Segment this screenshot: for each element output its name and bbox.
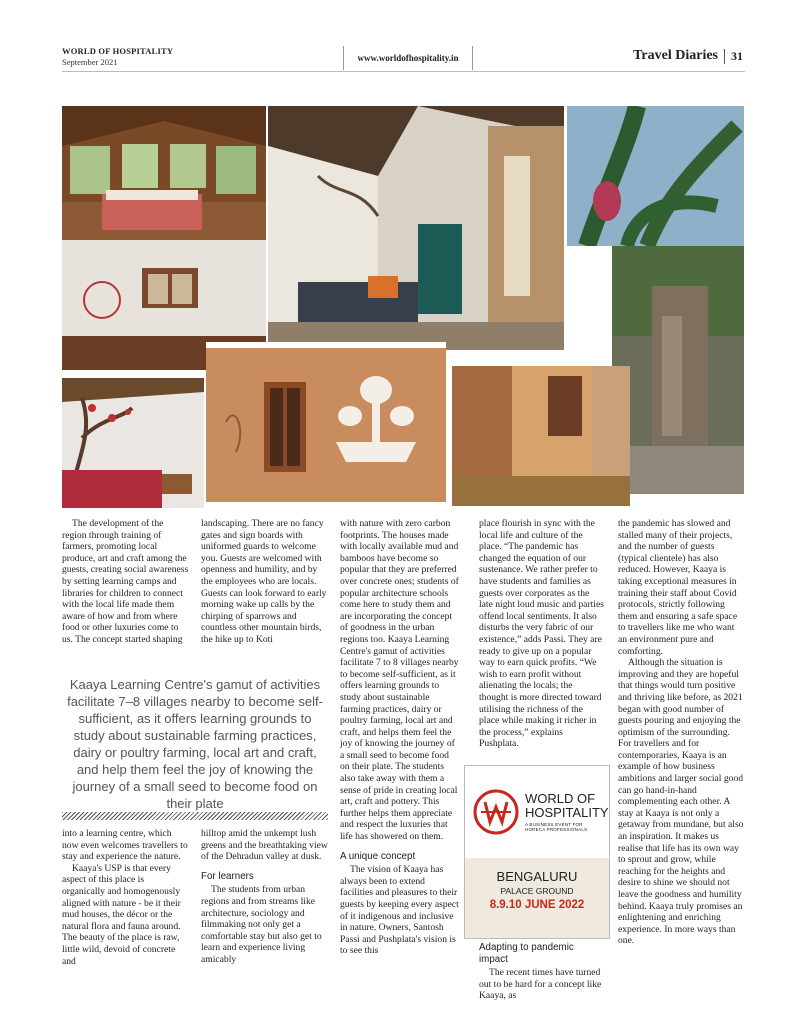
- article-column-1-top: [62, 518, 189, 646]
- article-column-3: [340, 518, 460, 957]
- paragraph: The recent times have turned out to be hard for a concept like Kaaya, as: [479, 967, 602, 1002]
- page-number: 31: [724, 49, 743, 64]
- photo-tree-trunk: [612, 246, 744, 494]
- paragraph: landscaping. There are no fancy gates and sign boards with uniformed guards to welcome you. Guests are welcomed with openness and humility, and by the employees who are locals. Guests can look forward to early morning wake up calls by the chirping of sparrows and countless other mountain birds, the hike up to Koti: [201, 518, 327, 645]
- article-column-2-top: [201, 518, 328, 646]
- world-of-hospitality-logo-icon: [473, 789, 519, 835]
- paragraph: The vision of Kaaya has always been to extend facilities and pleasures to their guests by keeping every aspect of it indigenous and inclusive in nature. Owners, Santosh Passi and Pushplata's vision is to see this: [340, 864, 459, 957]
- paragraph: The students from urban regions and from streams like architecture, sociology and filmmaking not only get a comfortable stay but also get to learn and experience living amicably: [201, 884, 322, 965]
- article-column-2-bottom: [201, 828, 328, 966]
- article-column-4: [479, 518, 604, 750]
- advert-tagline-line-2: HORECA PROFESSIONALS: [525, 827, 588, 832]
- advert-venue: PALACE GROUND: [500, 886, 574, 896]
- paragraph: with nature with zero carbon footprints. The houses made with locally available mud and bamboos have become so popular that they are preferred over concrete ones; students of popular architecture schools come here to study them and are incorporating the concept of goodness in the urban regions too. Kaaya Learning Centre's gamut of activities facilitate 7 to 8 villages nearby to become self-sufficient, as it offers learning grounds to study about sustainable farming practices, dairy or poultry farming, local art and craft, and helps them feel the joy of knowing the journey of a small seed to become food on their plate. The students also take away with them a sense of pride in creating local art, craft and pottery. This further helps them appreciate and respect the luxuries that life has showered on them.: [340, 518, 459, 843]
- photo-mural-bedroom: [62, 378, 204, 508]
- section-header: [633, 48, 743, 64]
- advert-brand: [465, 766, 609, 858]
- decorative-hatch-divider: [62, 812, 328, 820]
- photo-octagonal-room: [62, 106, 266, 242]
- website-url[interactable]: www.worldofhospitality.in: [343, 46, 473, 70]
- header-divider: [62, 71, 745, 72]
- event-advert[interactable]: [464, 765, 610, 939]
- photo-hall-interior: [268, 106, 564, 350]
- advert-brand-line-1: WORLD OF: [525, 791, 596, 806]
- publication-name: WORLD OF HOSPITALITY: [62, 46, 174, 56]
- subheading-unique-concept: A unique concept: [340, 850, 416, 862]
- section-title: Travel Diaries: [633, 48, 718, 63]
- photo-mud-wall-window: [206, 342, 446, 502]
- advert-city: BENGALURU: [496, 869, 578, 884]
- advert-dates: 8.9.10 JUNE 2022: [489, 899, 585, 911]
- photo-verandah: [452, 366, 630, 506]
- article-column-1-bottom: [62, 828, 189, 967]
- paragraph: Kaaya's USP is that every aspect of this place is organically and homogenously aligned with nature - be it their mud houses, the décor or the natural flora and fauna around. The beauty of the place is raw, little wild, devoid of concrete and: [62, 862, 181, 967]
- issue-date: September 2021: [62, 57, 118, 67]
- article-column-5: [618, 518, 745, 947]
- paragraph: hilltop amid the unkempt lush greens and the breathtaking view of the Dehradun valley at dusk.: [201, 828, 328, 863]
- paragraph: The development of the region through training of farmers, promoting local produce, art and craft among the guests, creating social awareness by setting learning camps and libraries for children to connect with the local life made them aware of how and from where food or other luxuries come to us. The concept started shaping: [62, 518, 189, 645]
- advert-event-details: [465, 858, 609, 938]
- advert-tagline-line-1: A BUSINESS EVENT FOR: [525, 822, 583, 827]
- paragraph: place flourish in sync with the local life and culture of the place. “The pandemic has changed the equation of our sustenance. We rather prefer to have students and families as guests over corporates as the late night loud music and parties offend local sentiments. It also disturbs the very fabric of our existence,” adds Passi. They are ready to give up on a popular way to earn quick profits. “We wish to earn profit without alienating the locals; the thought is more directed toward utilising the richness of the place while making it richer in the process,” explains Pushplata.: [479, 518, 604, 750]
- paragraph: into a learning centre, which now even welcomes travellers to stay and experience the nature.: [62, 828, 188, 863]
- subheading-for-learners: For learners: [201, 870, 254, 882]
- paragraph: the pandemic has slowed and stalled many of their projects, and the number of guests (typical clientele) has also reduced. However, Kaaya is taking exceptional measures in training their staff about Covid protocols, strictly following them and ensuring a safe space to travellers like me who want an environment pure and comforting.: [618, 518, 738, 657]
- article-column-4-bottom: [479, 942, 604, 1002]
- paragraph: Although the situation is improving and they are hopeful that things would turn positive and thriving like before, as 2021 began with good number of guests pouring and enjoying the optimism of the surrounding. For travellers and for contemporaries, Kaaya is an example of how business ambitions and larger social good can go hand-in-hand complementing each other. A stay at Kaaya is not only a getaway from mundane, but also an inspiration. It makes us realise that life has its own way to sprout and grow, while reaching for the heights and desire to shine we should not leave the goodness and humility behind. Kaaya truly promises an enlightening and enriching experience. In more ways than one.: [618, 657, 744, 947]
- photo-leaves: [567, 106, 744, 246]
- masthead: [62, 46, 173, 67]
- advert-brand-line-2: HOSPITALITY: [525, 805, 609, 820]
- subheading-adapting-to-pandemic: Adapting to pandemic impact: [479, 942, 574, 965]
- pull-quote: Kaaya Learning Centre's gamut of activities facilitate 7–8 villages nearby to become self-sufficient, as it offers learning grounds to study about sustainable farming practices, dairy or poultry farming, local art and craft, and help them feel the joy of knowing the journey of a small seed to become food on their plate: [67, 677, 323, 811]
